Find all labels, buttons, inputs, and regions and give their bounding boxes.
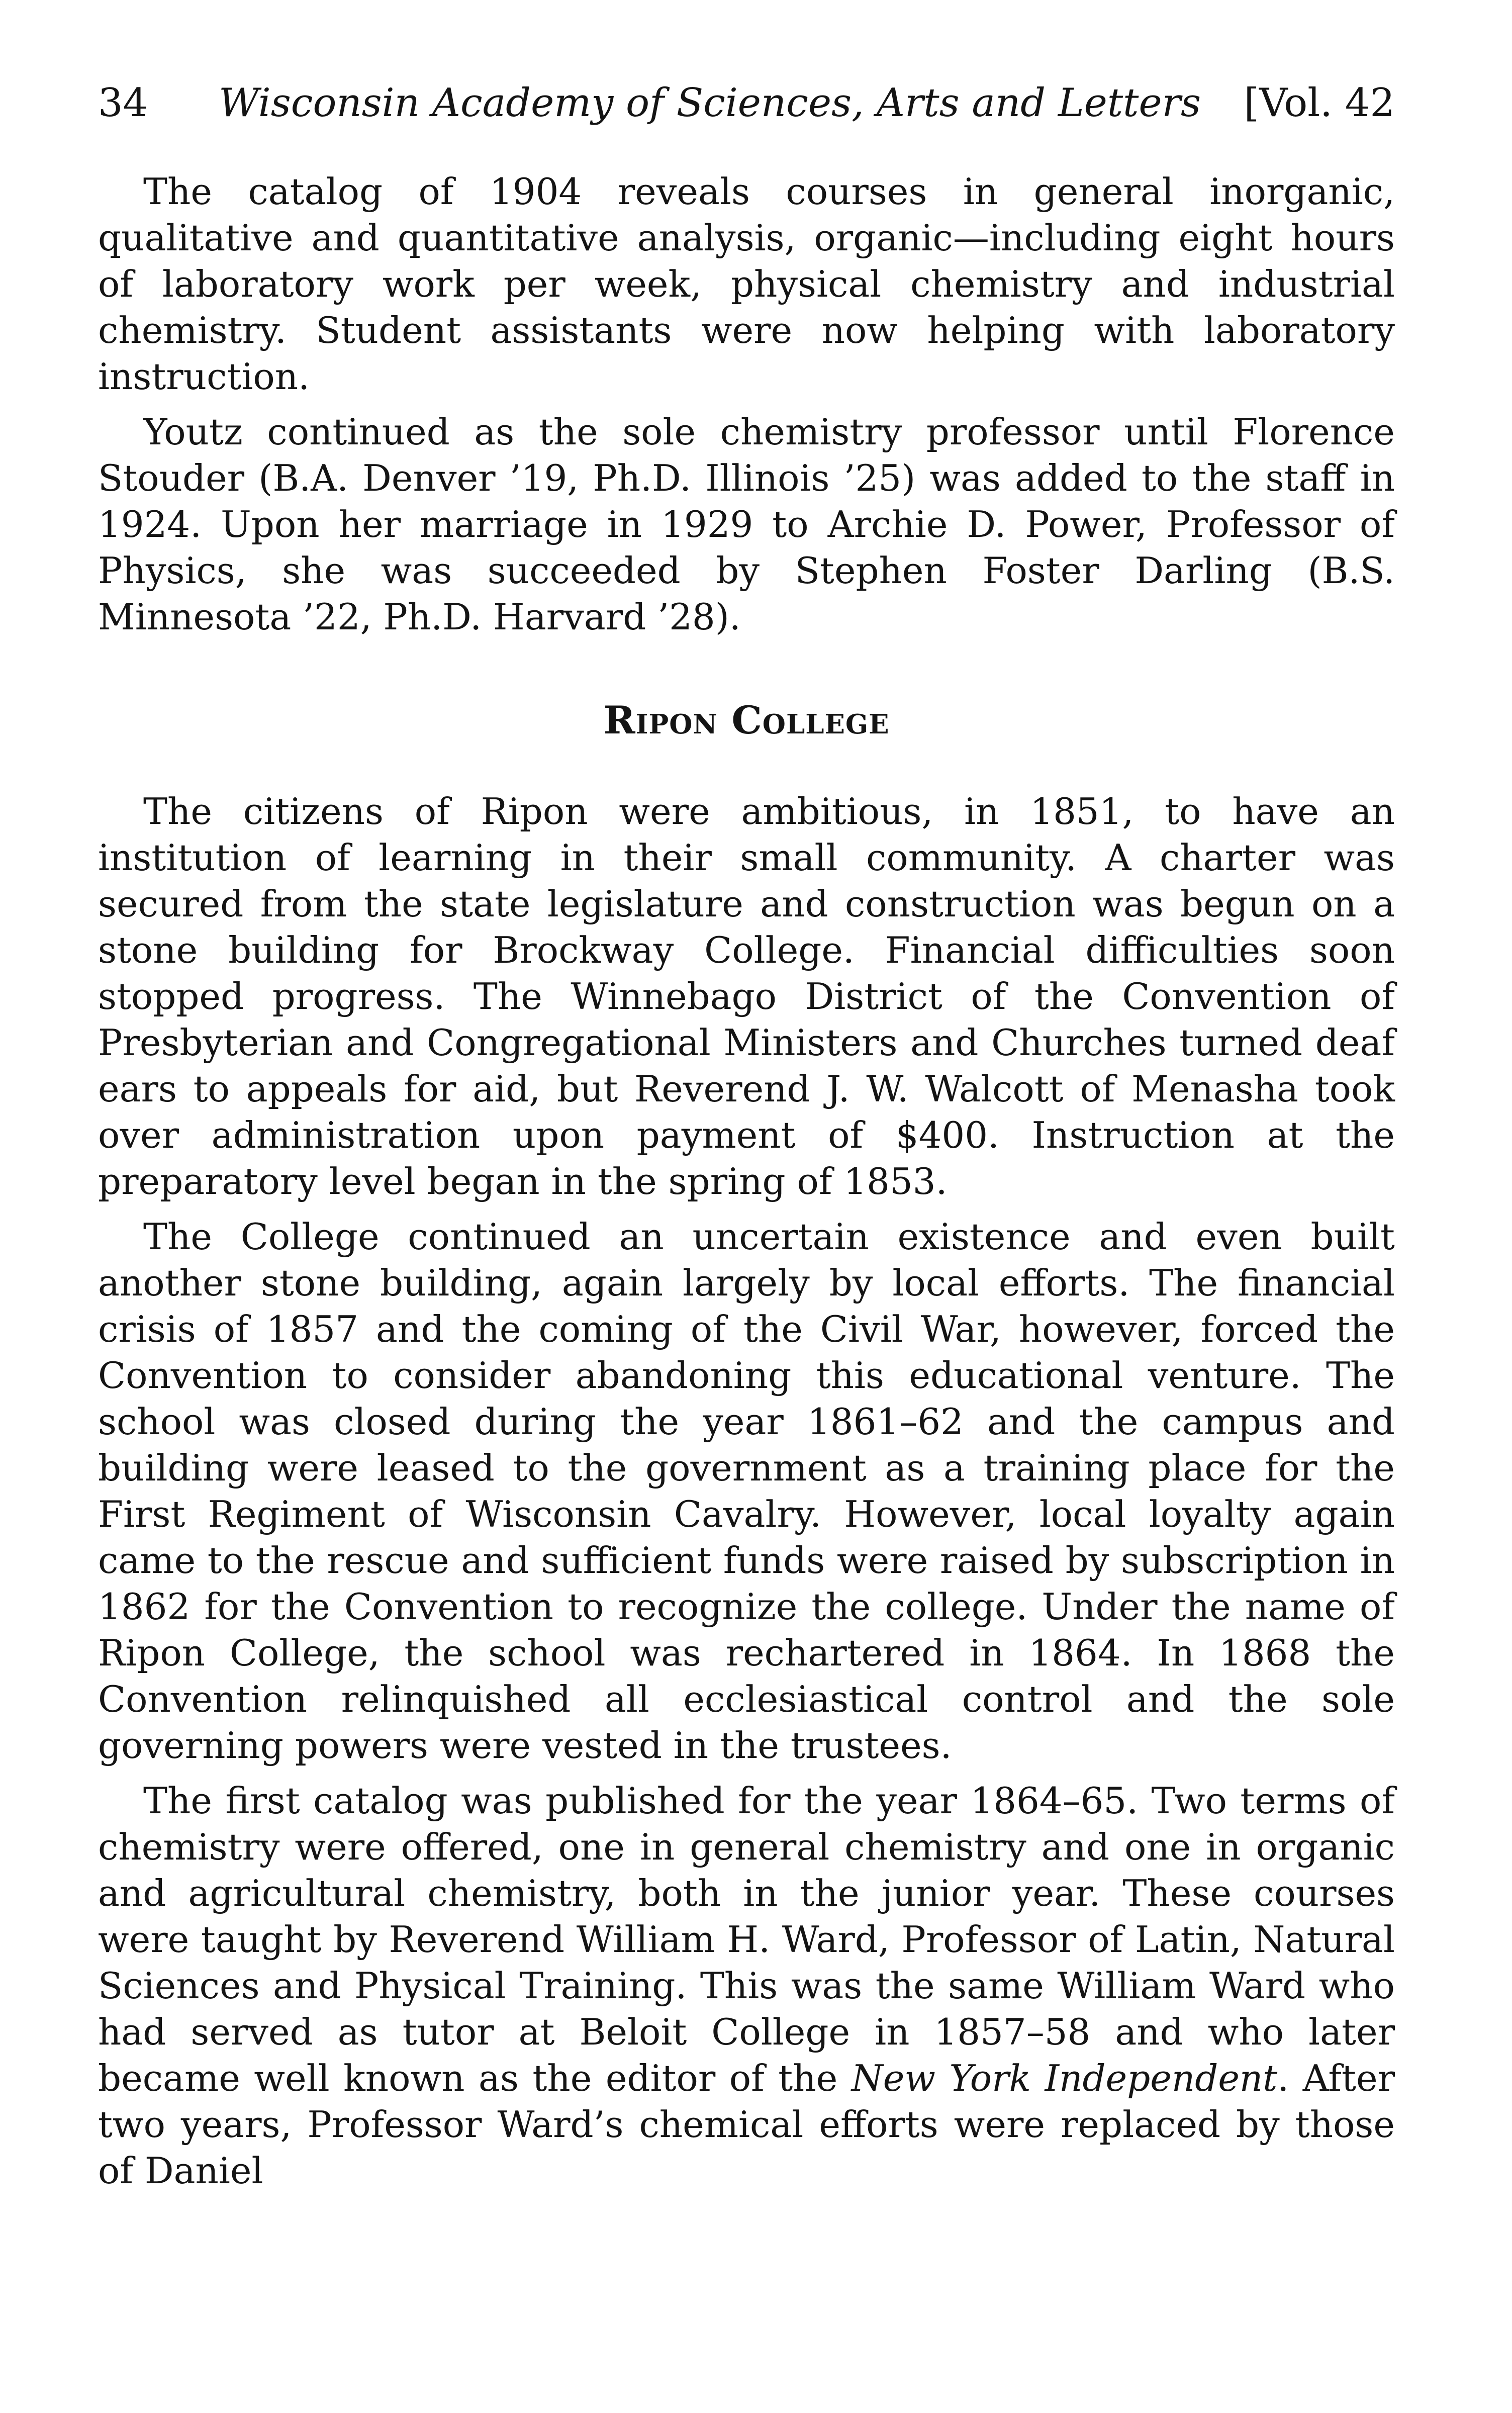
- body-text: [98, 168, 1395, 2203]
- paragraph-catalog-1904: The catalog of 1904 reveals courses in general inorganic, qualitative and quantitative analysis, organic—including eight hours of laboratory work per week, physical chemistry and industrial chemistry. Student assistants were now helping with laboratory instruction.: [98, 170, 1395, 398]
- document-page: [98, 0, 1395, 2413]
- paragraph-college-existence: The College continued an uncertain existence and even built another stone building, again largely by local efforts. The financial crisis of 1857 and the coming of the Civil War, however, forced the Convention to consider abandoning this educational venture. The school was closed during the year 1861–62 and the campus and building were leased to the government as a training place for the First Regiment of Wisconsin Cavalry. However, local loyalty again came to the rescue and sufficient funds were raised by subscription in 1862 for the Convention to recognize the college. Under the name of Ripon College, the school was rechartered in 1864. In 1868 the Convention relinquished all ecclesiastical control and the sole governing powers were vested in the trustees.: [98, 1216, 1395, 1767]
- paragraph-first-catalog-end: . After two years, Professor Ward’s chemical efforts were replaced by those of Daniel: [98, 2057, 1395, 2192]
- journal-title: Wisconsin Academy of Sciences, Arts and Letters: [219, 80, 1201, 126]
- page-number: 34: [98, 80, 148, 126]
- paragraph-youtz: Youtz continued as the sole chemistry professor until Florence Stouder (B.A. Denver ’19, Ph.D. Illinois ’25) was added to the staff in 1924. Upon her marriage in 1929 to Archie D. Power, Professor of Physics, she was succeeded by Stephen Foster Darling (B.S. Minnesota ’22, Ph.D. Harvard ’28).: [98, 411, 1395, 638]
- section-heading: Ripon College: [603, 698, 890, 743]
- volume-label: [Vol. 42: [1244, 80, 1395, 126]
- publication-title: New York Independent: [851, 2057, 1278, 2099]
- paragraph-ripon-founding: The citizens of Ripon were ambitious, in 1851, to have an institution of learning in their small community. A charter was secured from the state legislature and construction was begun on a stone building for Brockway College. Financial difficulties soon stopped progress. The Winnebago District of the Convention of Presbyterian and Congregational Ministers and Churches turned deaf ears to appeals for aid, but Reverend J. W. Walcott of Menasha took over administration upon payment of $400. Instruction at the preparatory level began in the spring of 1853.: [98, 790, 1395, 1202]
- running-header: [98, 75, 1395, 131]
- paragraph-first-catalog-text: The first catalog was published for the year 1864–65. Two terms of chemistry were offered, one in general chemistry and one in organic and agricultural chemistry, both in the junior year. These courses were taught by Reverend William H. Ward, Professor of Latin, Natural Sciences and Physical Training. This was the same William Ward who had served as tutor at Beloit College in 1857–58 and who later became well known as the editor of the: [98, 1780, 1395, 2099]
- paragraph-first-catalog: [98, 1778, 1395, 2194]
